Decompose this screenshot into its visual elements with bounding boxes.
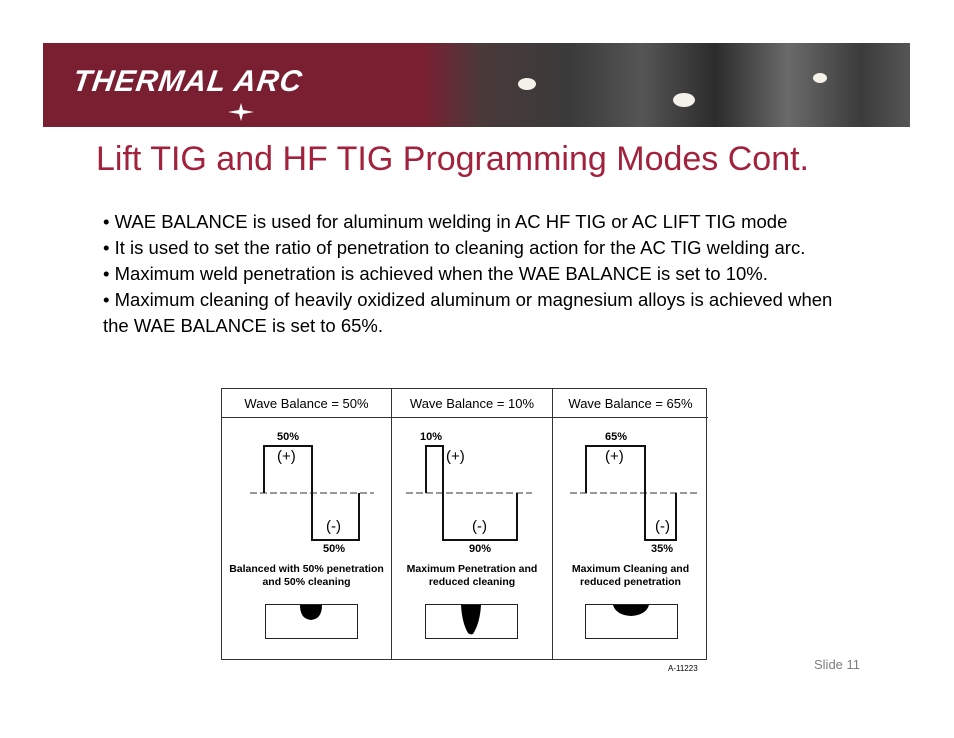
header-banner bbox=[43, 43, 910, 127]
panel-heading: Wave Balance = 10% bbox=[392, 389, 552, 418]
positive-percent: 50% bbox=[277, 431, 300, 443]
wave-balance-figure bbox=[221, 388, 707, 660]
panel-wave-65 bbox=[553, 389, 708, 659]
ac-waveform bbox=[222, 429, 392, 554]
thermal-arc-logo: THERMAL ARC bbox=[70, 65, 305, 98]
bullet-list bbox=[103, 209, 848, 339]
bullet-item: • Maximum cleaning of heavily oxidized aluminum or magnesium alloys is achieved when the WAE BALANCE is set to 65%. bbox=[103, 289, 833, 336]
positive-label: (+) bbox=[277, 448, 296, 465]
weld-profile bbox=[425, 604, 518, 639]
bullet-item: • Maximum weld penetration is achieved when the WAE BALANCE is set to 10%. bbox=[103, 263, 768, 284]
panel-heading: Wave Balance = 65% bbox=[553, 389, 708, 418]
bullet-item: • WAE BALANCE is used for aluminum welding in AC HF TIG or AC LIFT TIG mode bbox=[103, 211, 788, 232]
weld-profile bbox=[585, 604, 678, 639]
negative-percent: 90% bbox=[469, 543, 492, 555]
bullet-item: • It is used to set the ratio of penetration to cleaning action for the AC TIG welding arc. bbox=[103, 237, 806, 258]
slide-number: Slide 11 bbox=[814, 657, 861, 672]
negative-percent: 50% bbox=[323, 543, 346, 555]
negative-label: (-) bbox=[472, 518, 487, 535]
positive-label: (+) bbox=[605, 448, 624, 465]
spark-star-icon bbox=[228, 103, 254, 121]
panel-caption: Maximum Cleaning and reduced penetration bbox=[571, 563, 690, 588]
welders-photo bbox=[423, 43, 910, 127]
panel-caption: Maximum Penetration and reduced cleaning bbox=[406, 563, 538, 588]
negative-label: (-) bbox=[326, 518, 341, 535]
panel-heading: Wave Balance = 50% bbox=[222, 389, 391, 418]
positive-percent: 65% bbox=[605, 431, 628, 443]
figure-code: A-11223 bbox=[668, 664, 698, 673]
ac-waveform bbox=[553, 429, 708, 554]
panel-caption: Balanced with 50% penetration and 50% cleaning bbox=[229, 563, 384, 588]
panel-wave-10 bbox=[392, 389, 553, 659]
positive-label: (+) bbox=[446, 448, 465, 465]
positive-percent: 10% bbox=[420, 431, 443, 443]
negative-percent: 35% bbox=[651, 543, 674, 555]
slide-title: Lift TIG and HF TIG Programming Modes Cont. bbox=[96, 140, 810, 178]
weld-profile bbox=[265, 604, 358, 639]
panel-wave-50 bbox=[222, 389, 392, 659]
negative-label: (-) bbox=[655, 518, 670, 535]
ac-waveform bbox=[392, 429, 553, 554]
